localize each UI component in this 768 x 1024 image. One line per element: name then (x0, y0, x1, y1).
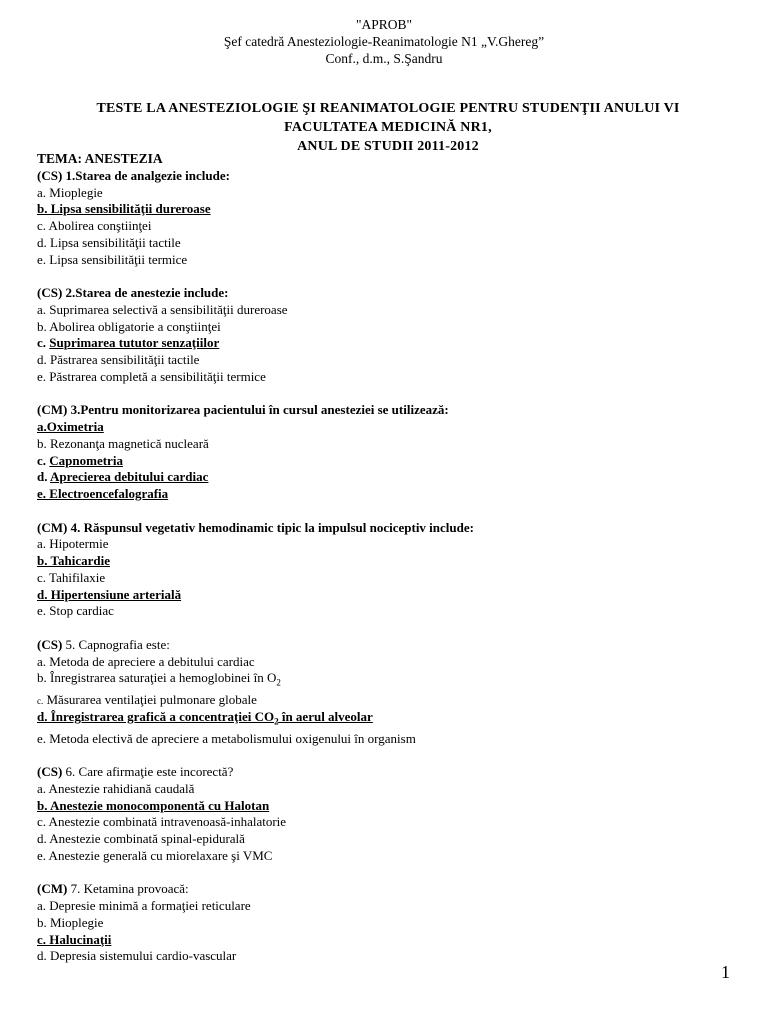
answer-option: a. Mioplegie (37, 184, 103, 200)
option-text: b. Înregistrarea saturaţiei a hemoglobinei în O (37, 670, 277, 686)
page-number: 1 (721, 962, 730, 982)
question-type: (CM) (37, 881, 68, 897)
title-line: ANUL DE STUDII 2011-2012 (297, 139, 479, 154)
answer-option: c. Anestezie combinată intravenoasă-inhalatorie (37, 814, 287, 830)
answer-option: a. Depresie minimă a formaţiei reticulare (37, 898, 251, 914)
answer-option: e. Stop cardiac (37, 603, 114, 619)
question-text: 7. Ketamina provoacă: (67, 881, 189, 897)
answer-option-correct (37, 709, 737, 730)
section-heading: TEMA: ANESTEZIA (37, 151, 163, 166)
option-text: Aprecierea debitului cardiac (50, 469, 209, 485)
answer-option-correct: d. Hipertensiune arterială (37, 586, 182, 602)
answer-option: b. Mioplegie (37, 914, 104, 930)
answer-option: e. Metoda electivă de apreciere a metabolismului oxigenului în organism (37, 730, 416, 746)
answer-option-correct (37, 335, 737, 352)
answer-option-correct: e. Electroencefalografia (37, 486, 169, 501)
question-text: 6. Care afirmaţie este incorectă? (62, 764, 234, 780)
answer-option: b. Rezonanţa magnetică nucleară (37, 435, 209, 451)
answer-option-correct: b. Tahicardie (37, 553, 110, 568)
approval-line: Şef catedră Anesteziologie-Reanimatologie N1 „V.Ghereg” (223, 34, 545, 49)
answer-option-correct: a.Oximetria (37, 419, 104, 434)
question-text: 5. Capnografia este: (62, 636, 170, 652)
question-heading (37, 764, 737, 781)
answer-option-correct (37, 453, 737, 470)
answer-option: a. Anestezie rahidiană caudală (37, 780, 195, 796)
option-letter: c. (37, 335, 50, 351)
answer-option: b. Abolirea obligatorie a conştiinţei (37, 318, 221, 334)
option-letter: c. (37, 695, 44, 706)
answer-option: e. Anestezie generală cu miorelaxare şi VMC (37, 847, 273, 863)
answer-option: a. Suprimarea selectivă a sensibilităţii dureroase (37, 301, 288, 317)
answer-option: d. Depresia sistemului cardio-vascular (37, 948, 237, 964)
answer-option: c. Abolirea conştiinţei (37, 218, 152, 233)
answer-option-correct (37, 469, 737, 486)
option-letter: d. (37, 469, 51, 485)
question-type: (CS) (37, 764, 63, 780)
title-line: FACULTATEA MEDICINĂ NR1, (284, 120, 492, 135)
question-heading: (CS) 1.Starea de analgezie include: (37, 167, 230, 183)
answer-option-correct: b. Anestezie monocomponentă cu Halotan (37, 797, 270, 813)
answer-option: c. Tahifilaxie (37, 569, 106, 585)
document-title (36, 99, 740, 156)
title-line: TESTE LA ANESTEZIOLOGIE ŞI REANIMATOLOGIE PENTRU STUDENŢII ANULUI VI (96, 101, 680, 116)
answer-option: a. Metoda de apreciere a debitului cardiac (37, 653, 255, 669)
option-letter: c. (37, 452, 50, 468)
answer-option (37, 692, 737, 710)
subscript: 2 (274, 716, 279, 727)
option-text: Măsurarea ventilaţiei pulmonare globale (43, 691, 257, 707)
question-heading: (CM) 4. Răspunsul vegetativ hemodinamic tipic la impulsul nociceptiv include: (37, 519, 474, 535)
question-heading: (CM) 3.Pentru monitorizarea pacientului în cursul anesteziei se utilizează: (37, 402, 449, 418)
answer-option: a. Hipotermie (37, 536, 109, 552)
answer-option: e. Lipsa sensibilităţii termice (37, 251, 188, 267)
question-type: (CS) (37, 636, 63, 652)
answer-option-correct: c. Halucinaţii (37, 931, 112, 947)
approval-line: Conf., d.m., S.Şandru (325, 51, 443, 66)
approval-block (0, 16, 768, 67)
answer-option: d. Anestezie combinată spinal-epidurală (37, 831, 245, 847)
question-heading (37, 881, 737, 898)
subscript: 2 (276, 677, 281, 688)
option-text: Suprimarea tututor senzaţiilor (49, 335, 220, 351)
approval-line: "APROB" (355, 17, 413, 32)
answer-option-correct: b. Lipsa sensibilităţii dureroase (37, 201, 211, 217)
option-text: d. Înregistrarea grafică a concentraţiei CO (37, 709, 275, 725)
option-text: Capnometria (49, 452, 123, 468)
question-heading (37, 637, 737, 654)
option-text-tail: în aerul alveolar (278, 709, 373, 725)
answer-option (37, 670, 737, 691)
questions (37, 151, 737, 965)
answer-option: d. Păstrarea sensibilităţii tactile (37, 352, 200, 367)
answer-option: d. Lipsa sensibilităţii tactile (37, 234, 181, 250)
question-heading: (CS) 2.Starea de anestezie include: (37, 285, 229, 300)
answer-option: e. Păstrarea completă a sensibilităţii termice (37, 368, 266, 384)
